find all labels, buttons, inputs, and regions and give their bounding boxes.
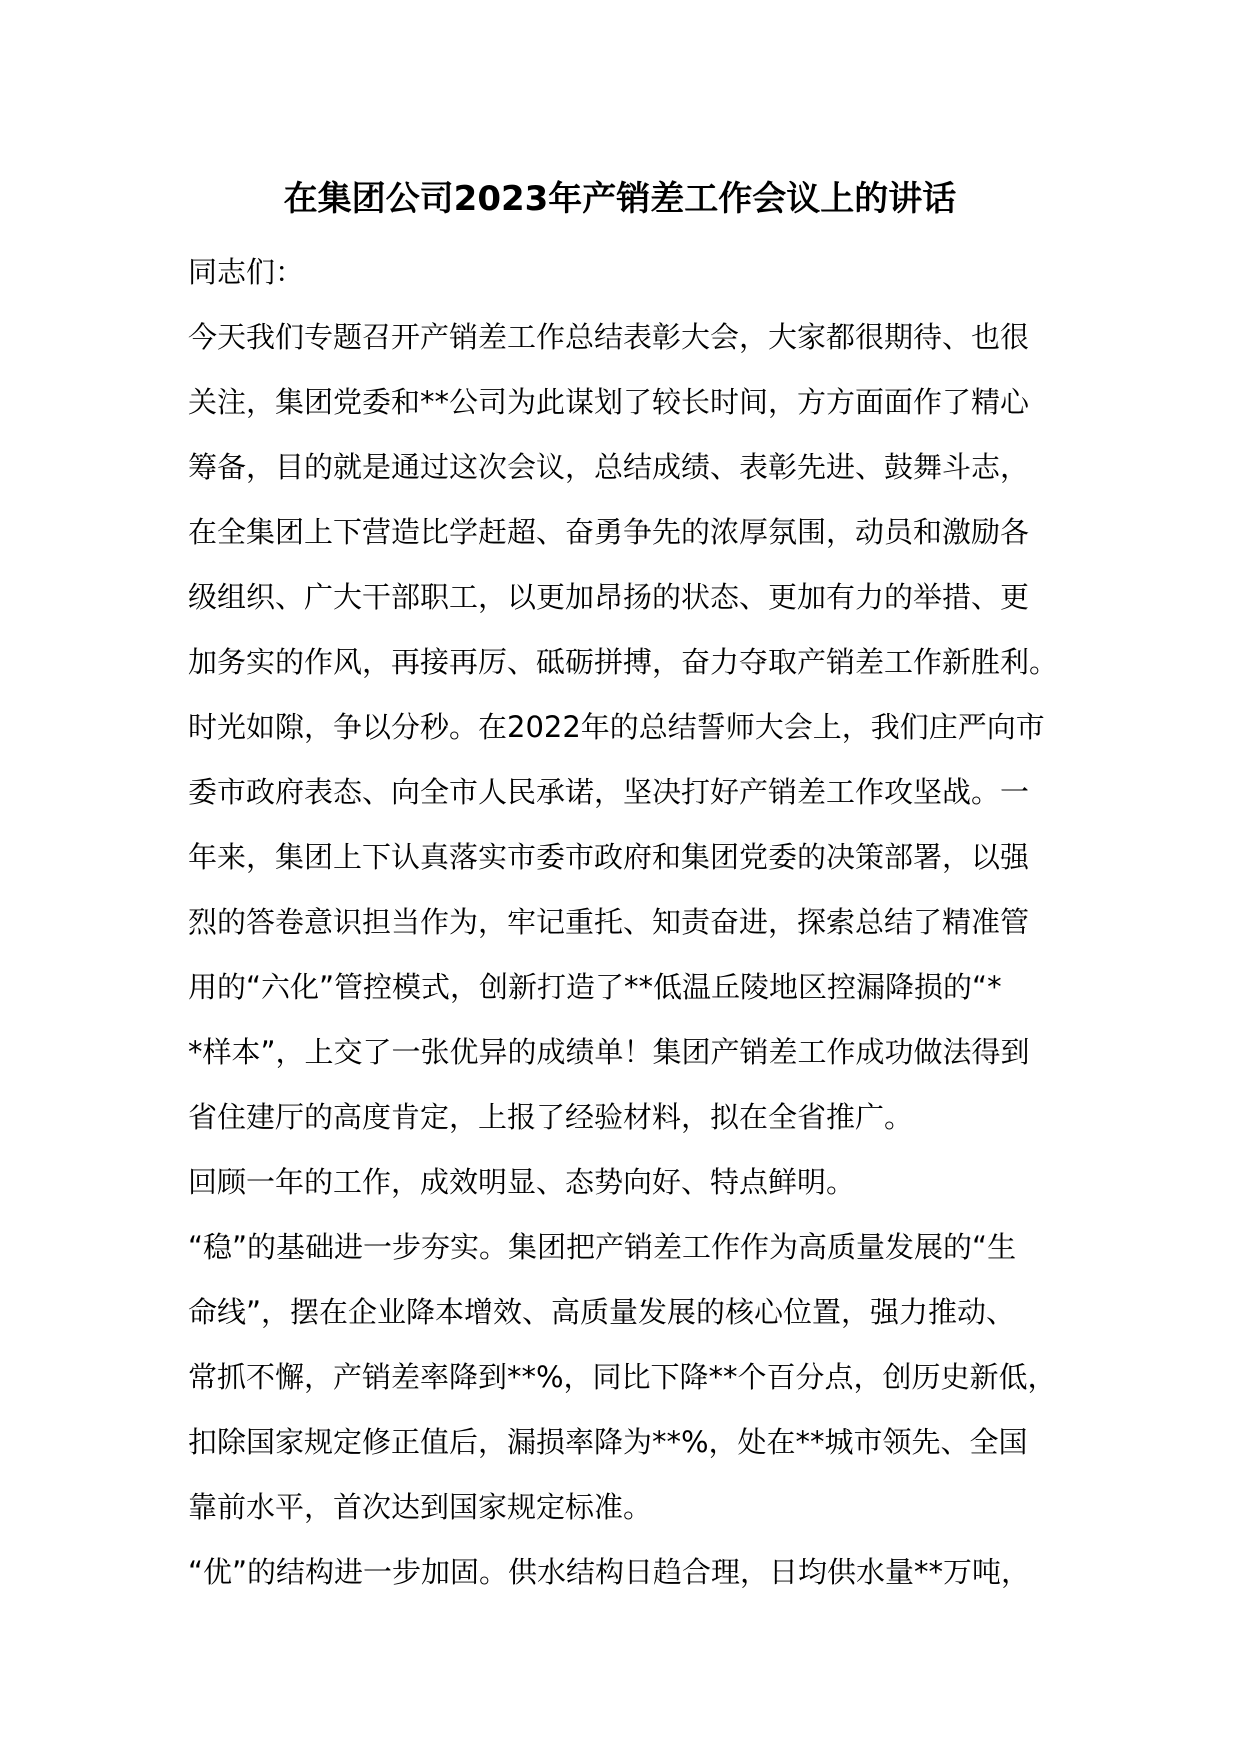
- text-line: 委市政府表态、向全市人民承诺，坚决打好产销差工作攻坚战。一: [188, 775, 1030, 809]
- text-line: 扣除国家规定修正值后，漏损率降为**%，处在**城市领先、全国: [188, 1425, 1028, 1459]
- text-line: 常抓不懈，产销差率降到**%，同比下降**个百分点，创历史新低，: [188, 1360, 1057, 1394]
- text-line: 省住建厅的高度肯定，上报了经验材料，拟在全省推广。: [188, 1100, 914, 1134]
- text-line: *样本”，上交了一张优异的成绩单！集团产销差工作成功做法得到: [188, 1035, 1030, 1069]
- text-line: 靠前水平，首次达到国家规定标准。: [188, 1490, 653, 1524]
- text-line: 时光如隙，争以分秒。在2022年的总结誓师大会上，我们庄严向市: [188, 710, 1045, 744]
- text-line: 同志们：: [188, 255, 305, 289]
- text-line: 命线”，摆在企业降本增效、高质量发展的核心位置，强力推动、: [188, 1295, 1016, 1329]
- text-line: 关注，集团党委和**公司为此谋划了较长时间，方方面面作了精心: [188, 385, 1030, 419]
- text-line: “优”的结构进一步加固。供水结构日趋合理，日均供水量**万吨，: [188, 1555, 1031, 1589]
- text-line: “稳”的基础进一步夯实。集团把产销差工作作为高质量发展的“生: [188, 1230, 1017, 1264]
- text-line: 加务实的作风，再接再厉、砥砺拼搏，奋力夺取产销差工作新胜利。: [188, 645, 1059, 679]
- text-line: 今天我们专题召开产销差工作总结表彰大会，大家都很期待、也很: [188, 320, 1030, 354]
- document-body: [188, 240, 1088, 1605]
- text-line: 烈的答卷意识担当作为，牢记重托、知责奋进，探索总结了精准管: [188, 905, 1030, 939]
- text-line: 年来，集团上下认真落实市委市政府和集团党委的决策部署，以强: [188, 840, 1030, 874]
- text-line: 回顾一年的工作，成效明显、态势向好、特点鲜明。: [188, 1165, 856, 1199]
- text-line: 在全集团上下营造比学赶超、奋勇争先的浓厚氛围，动员和激励各: [188, 515, 1030, 549]
- text-line: 筹备，目的就是通过这次会议，总结成绩、表彰先进、鼓舞斗志，: [188, 450, 1030, 484]
- document-title: 在集团公司2023年产销差工作会议上的讲话: [283, 179, 957, 219]
- text-line: 级组织、广大干部职工，以更加昂扬的状态、更加有力的举措、更: [188, 580, 1030, 614]
- text-line: 用的“六化”管控模式，创新打造了**低温丘陵地区控漏降损的“*: [188, 970, 1002, 1004]
